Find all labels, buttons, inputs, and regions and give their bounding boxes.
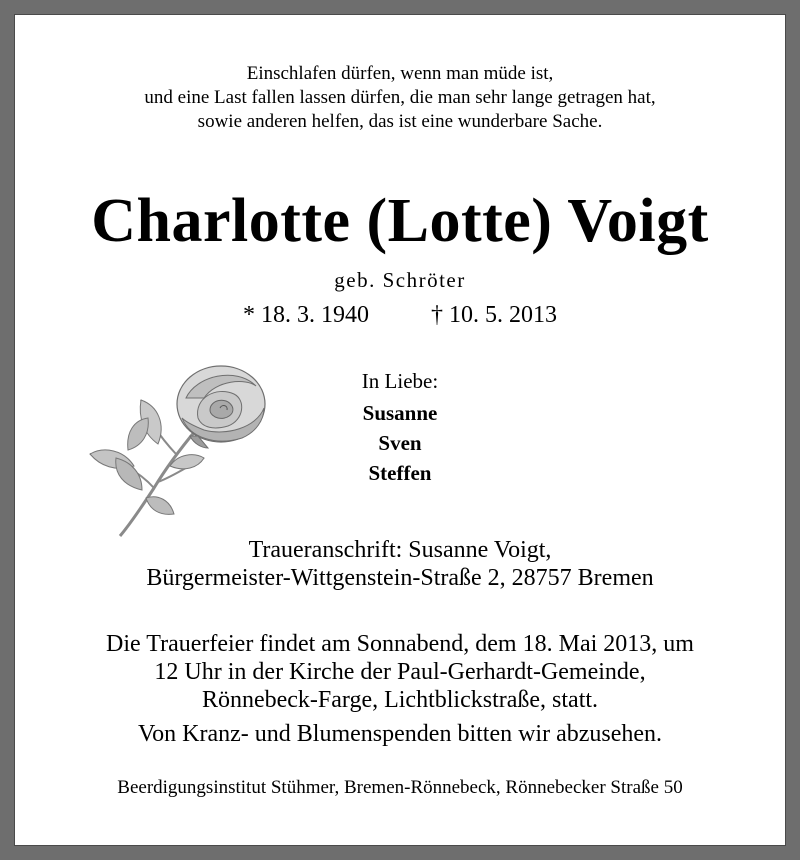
mourners-list	[300, 398, 500, 488]
ceremony-info	[0, 630, 800, 714]
address-line: Bürgermeister-Wittgenstein-Straße 2, 28757 Bremen	[146, 565, 654, 591]
ceremony-line: 12 Uhr in der Kirche der Paul-Gerhardt-Gemeinde,	[154, 659, 646, 685]
birth-name: geb. Schröter	[334, 268, 466, 292]
deceased-name: Charlotte (Lotte) Voigt	[91, 187, 709, 255]
motto-line: und eine Last fallen lassen dürfen, die man sehr lange getragen hat,	[144, 87, 656, 108]
motto-poem	[0, 62, 800, 134]
flower-note: Von Kranz- und Blumenspenden bitten wir abzusehen.	[137, 721, 663, 747]
mourners-block	[300, 368, 500, 488]
ceremony-line: Rönnebeck-Farge, Lichtblickstraße, statt.	[201, 687, 599, 713]
mourner-name: Sven	[378, 431, 422, 455]
mourners-intro: In Liebe:	[361, 369, 439, 393]
rose-illustration	[86, 358, 276, 538]
motto-line: sowie anderen helfen, das ist eine wunderbare Sache.	[197, 111, 603, 132]
mourner-name: Steffen	[368, 461, 432, 485]
mourner-name: Susanne	[362, 401, 438, 425]
life-dates	[0, 302, 800, 329]
death-date: † 10. 5. 2013	[431, 302, 557, 328]
address-line: Traueranschrift: Susanne Voigt,	[248, 537, 552, 563]
undertaker-info: Beerdigungsinstitut Stühmer, Bremen-Rönnebeck, Rönnebecker Straße 50	[117, 777, 683, 798]
mourning-address	[0, 536, 800, 592]
birth-date: * 18. 3. 1940	[243, 302, 369, 328]
ceremony-line: Die Trauerfeier findet am Sonnabend, dem 18. Mai 2013, um	[106, 631, 694, 657]
motto-line: Einschlafen dürfen, wenn man müde ist,	[246, 63, 554, 84]
